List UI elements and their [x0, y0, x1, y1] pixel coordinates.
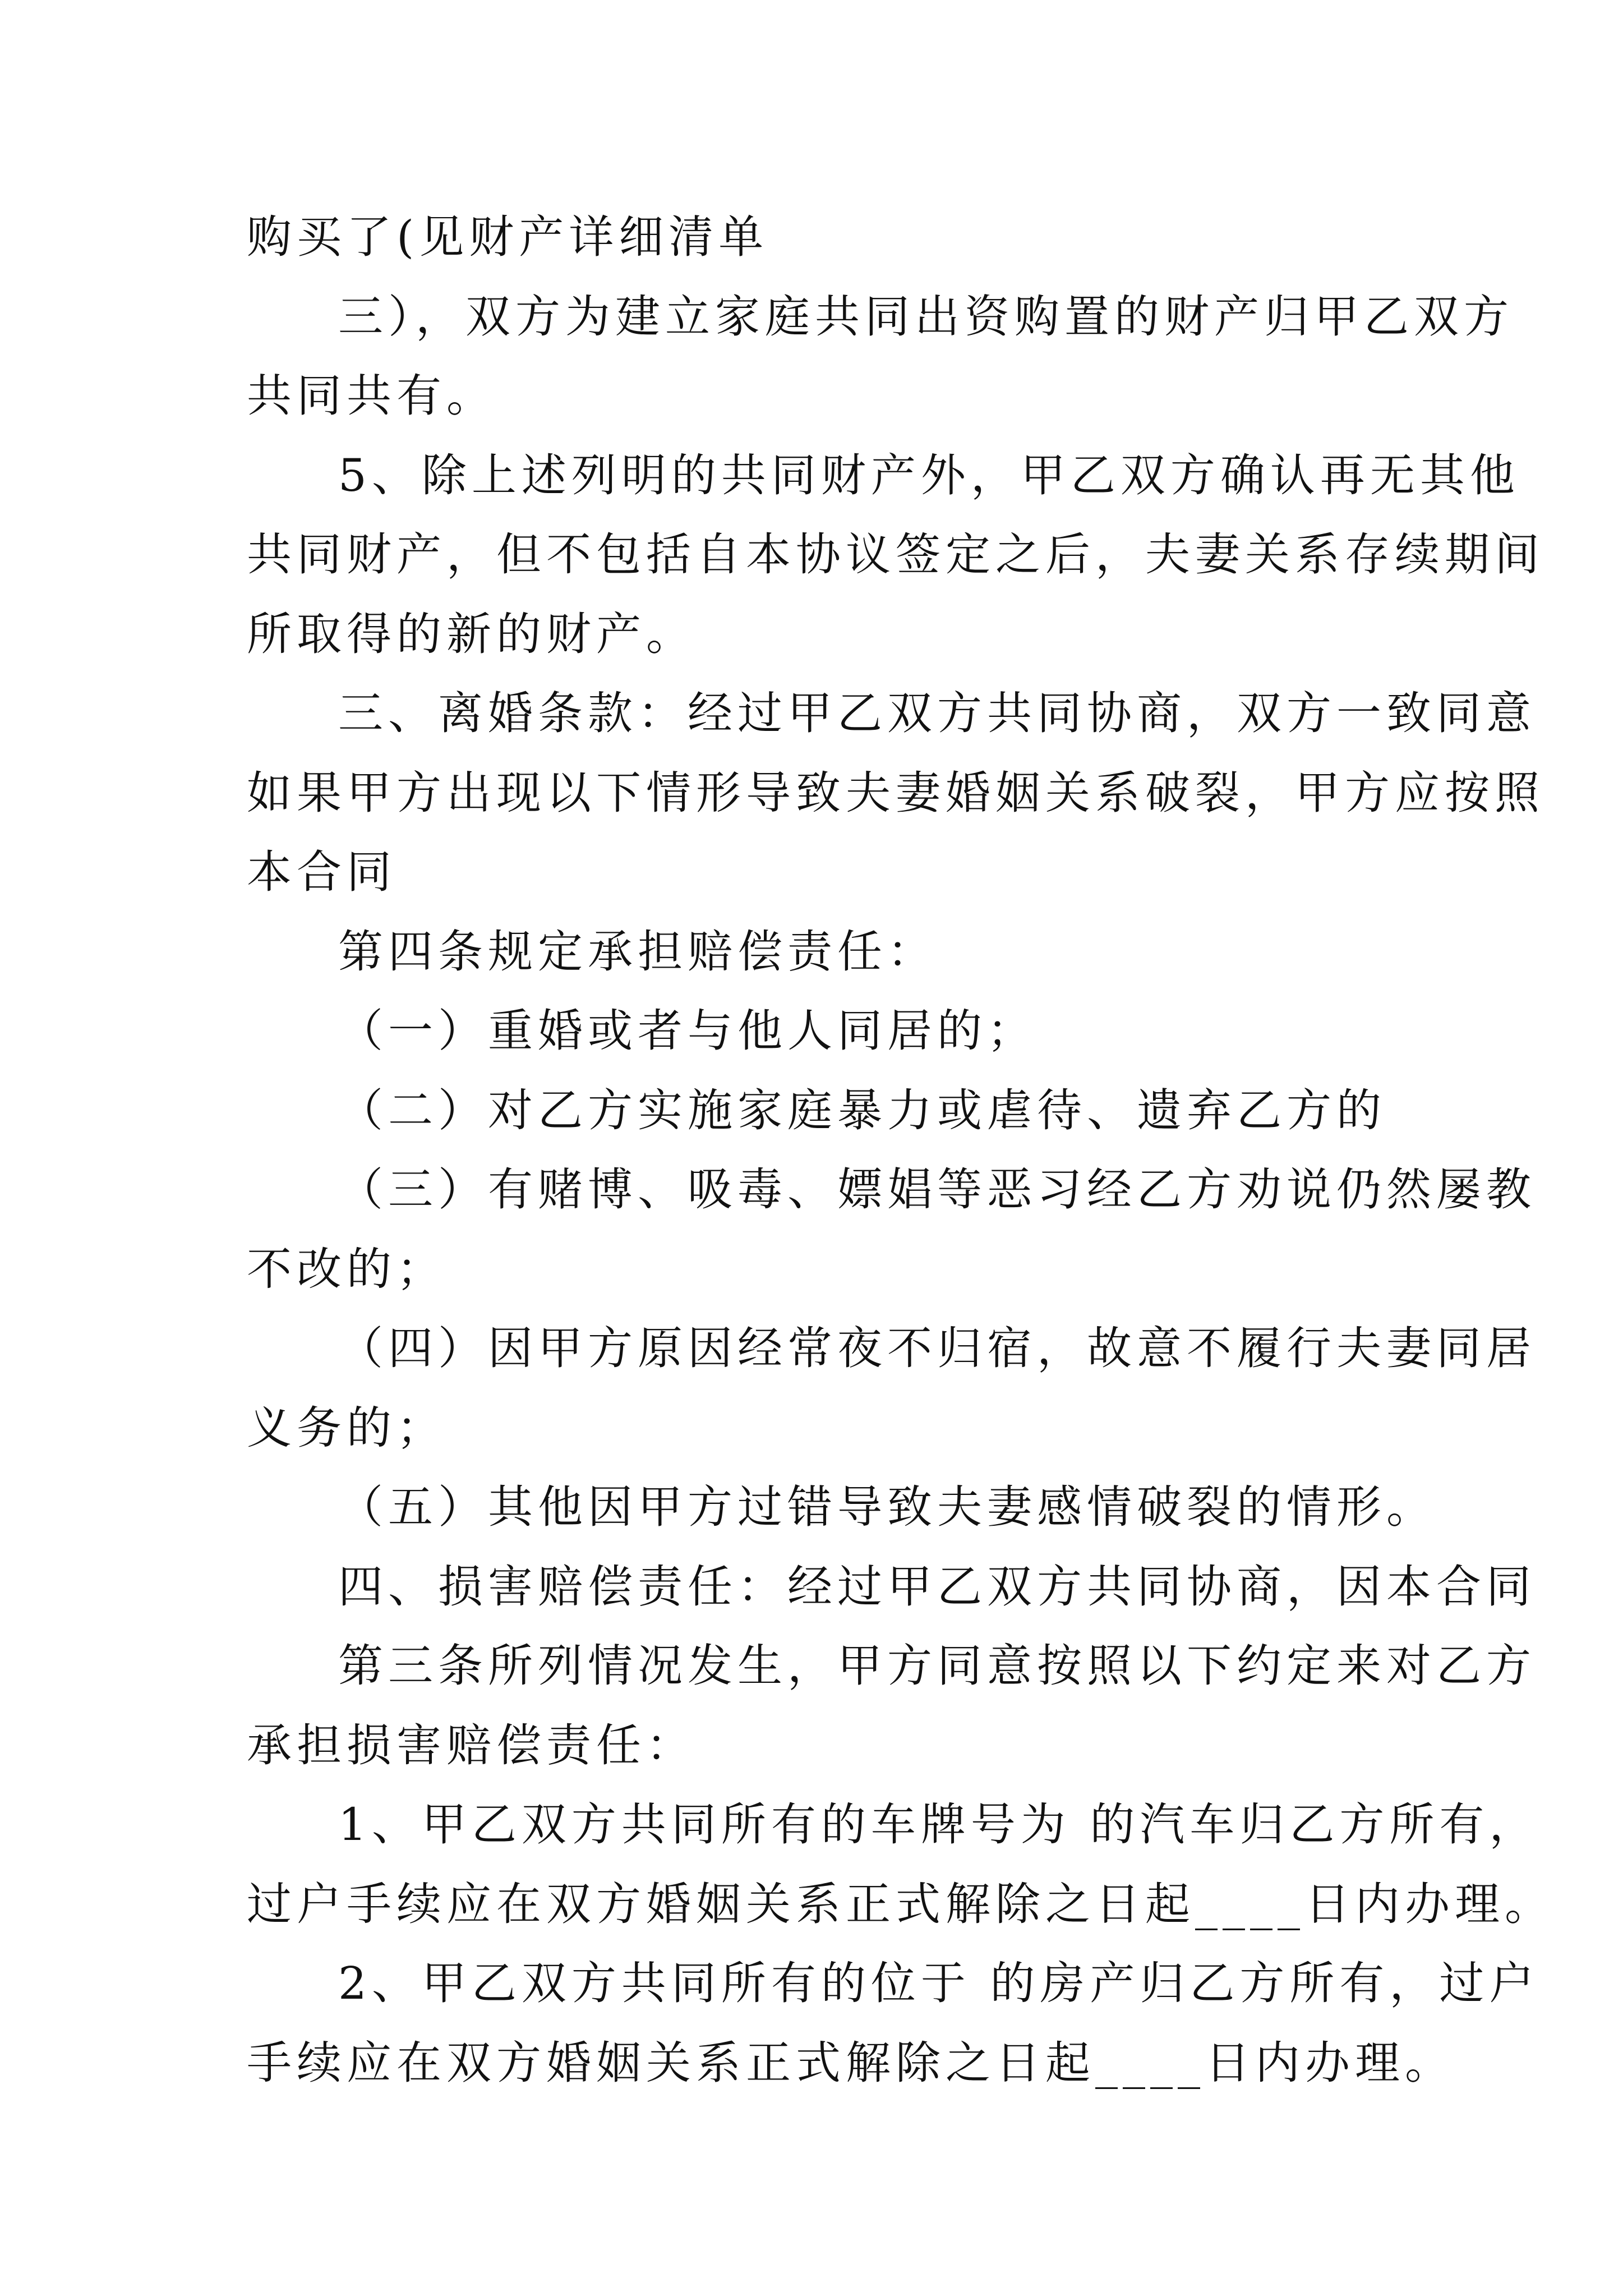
text-line: 如果甲方出现以下情形导致夫妻婚姻关系破裂，甲方应按照: [247, 766, 1544, 819]
text-line: 第四条规定承担赔偿责任：: [338, 925, 937, 978]
text-line: 共同共有。: [247, 370, 496, 422]
text-line: 购买了(见财产详细清单: [247, 211, 769, 263]
text-line: （一）重婚或者与他人同居的；: [338, 1005, 1037, 1057]
text-line: 三、离婚条款：经过甲乙双方共同协商，双方一致同意: [338, 687, 1536, 739]
text-line: 共同财产，但不包括自本协议签定之后，夫妻关系存续期间: [247, 528, 1544, 581]
text-line: 承担损害赔偿责任：: [247, 1719, 696, 1772]
text-line: （五）其他因甲方过错导致夫妻感情破裂的情形。: [338, 1481, 1436, 1533]
text-line: （二）对乙方实施家庭暴力或虐待、遗弃乙方的: [338, 1084, 1386, 1137]
text-line: 2、甲乙双方共同所有的位于 的房产归乙方所有，过户: [338, 1957, 1539, 2009]
text-line: 三），双方为建立家庭共同出资购置的财产归甲乙双方: [338, 290, 1514, 343]
text-line: 第三条所列情况发生，甲方同意按照以下约定来对乙方: [338, 1640, 1536, 1692]
document-body: [247, 197, 1555, 2102]
text-line: 四、损害赔偿责任：经过甲乙双方共同协商，因本合同: [338, 1560, 1536, 1613]
text-line: 本合同: [247, 846, 396, 898]
text-line: 1、甲乙双方共同所有的车牌号为 的汽车归乙方所有，: [338, 1798, 1539, 1851]
text-line: （三）有赌博、吸毒、嫖娼等恶习经乙方劝说仍然屡教: [338, 1163, 1536, 1216]
text-line: 所取得的新的财产。: [247, 608, 696, 660]
text-line: 义务的；: [247, 1401, 446, 1454]
text-line: 过户手续应在双方婚姻关系正式解除之日起____日内办理。: [247, 1878, 1555, 1930]
text-line: 不改的；: [247, 1243, 446, 1295]
text-line: 手续应在双方婚姻关系正式解除之日起____日内办理。: [247, 2036, 1455, 2089]
text-line: （四）因甲方原因经常夜不归宿，故意不履行夫妻同居: [338, 1322, 1536, 1374]
text-line: 5、除上述列明的共同财产外，甲乙双方确认再无其他: [338, 449, 1520, 501]
